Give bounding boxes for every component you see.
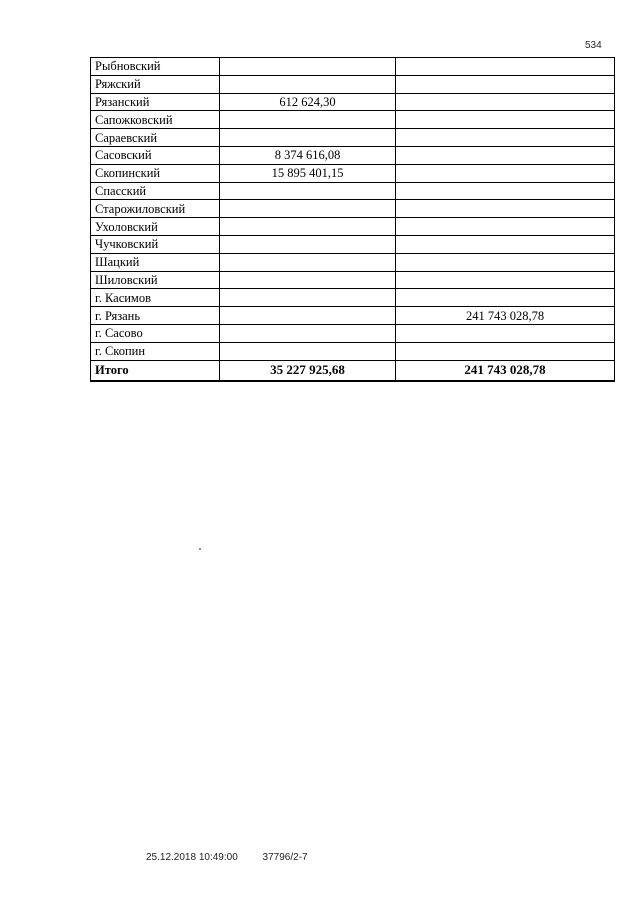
row-amount-cell — [220, 307, 396, 325]
row-amount-cell — [220, 75, 396, 93]
row-amount-cell — [220, 111, 396, 129]
allocation-table-container — [90, 57, 615, 382]
total-label-cell: Итого — [91, 360, 220, 381]
row-name-cell: г. Скопин — [91, 342, 220, 360]
row-amount-cell — [220, 129, 396, 147]
table-row — [91, 129, 615, 147]
footer-stamp — [146, 852, 308, 863]
row-amount2-cell — [396, 218, 615, 236]
row-amount2-cell — [396, 200, 615, 218]
row-name-cell: г. Сасово — [91, 324, 220, 342]
row-name-cell: Шацкий — [91, 253, 220, 271]
row-name-cell: Ухоловский — [91, 218, 220, 236]
row-amount2-cell — [396, 289, 615, 307]
table-row — [91, 200, 615, 218]
table-row — [91, 146, 615, 164]
row-amount2-cell — [396, 235, 615, 253]
table-row — [91, 307, 615, 325]
row-amount2-cell — [396, 253, 615, 271]
table-row — [91, 182, 615, 200]
row-name-cell: г. Рязань — [91, 307, 220, 325]
row-amount2-cell — [396, 129, 615, 147]
row-amount2-cell: 241 743 028,78 — [396, 307, 615, 325]
total-amount2-cell: 241 743 028,78 — [396, 360, 615, 381]
row-name-cell: Спасский — [91, 182, 220, 200]
allocation-table — [90, 57, 615, 382]
row-name-cell: Чучковский — [91, 235, 220, 253]
row-amount2-cell — [396, 58, 615, 76]
footer-datetime: 25.12.2018 10:49:00 — [146, 852, 238, 863]
row-name-cell: Шиловский — [91, 271, 220, 289]
table-row — [91, 289, 615, 307]
row-amount2-cell — [396, 146, 615, 164]
row-amount2-cell — [396, 164, 615, 182]
row-amount-cell — [220, 182, 396, 200]
table-row — [91, 271, 615, 289]
row-amount2-cell — [396, 182, 615, 200]
row-name-cell: Сараевский — [91, 129, 220, 147]
row-amount2-cell — [396, 342, 615, 360]
row-name-cell: Старожиловский — [91, 200, 220, 218]
table-row — [91, 218, 615, 236]
table-row — [91, 324, 615, 342]
row-amount2-cell — [396, 111, 615, 129]
row-amount-cell — [220, 342, 396, 360]
row-amount-cell — [220, 271, 396, 289]
row-amount-cell — [220, 235, 396, 253]
row-name-cell: г. Касимов — [91, 289, 220, 307]
row-amount-cell — [220, 218, 396, 236]
row-name-cell: Сасовский — [91, 146, 220, 164]
row-name-cell: Рыбновский — [91, 58, 220, 76]
row-amount-cell — [220, 200, 396, 218]
row-amount2-cell — [396, 271, 615, 289]
total-amount-cell: 35 227 925,68 — [220, 360, 396, 381]
table-row — [91, 253, 615, 271]
table-row — [91, 342, 615, 360]
row-amount-cell: 612 624,30 — [220, 93, 396, 111]
row-name-cell: Рязанский — [91, 93, 220, 111]
table-row — [91, 58, 615, 76]
footer-doc-id: 37796/2-7 — [262, 852, 308, 863]
row-amount-cell: 8 374 616,08 — [220, 146, 396, 164]
row-amount-cell: 15 895 401,15 — [220, 164, 396, 182]
page-number: 534 — [585, 40, 602, 51]
table-row — [91, 164, 615, 182]
table-row — [91, 75, 615, 93]
row-amount2-cell — [396, 324, 615, 342]
table-row — [91, 93, 615, 111]
table-row — [91, 111, 615, 129]
row-amount-cell — [220, 58, 396, 76]
row-amount2-cell — [396, 75, 615, 93]
row-amount-cell — [220, 253, 396, 271]
row-name-cell: Ряжский — [91, 75, 220, 93]
row-amount2-cell — [396, 93, 615, 111]
scan-speck — [199, 548, 201, 550]
table-row — [91, 235, 615, 253]
row-amount-cell — [220, 324, 396, 342]
total-row — [91, 360, 615, 381]
row-name-cell: Скопинский — [91, 164, 220, 182]
row-name-cell: Сапожковский — [91, 111, 220, 129]
row-amount-cell — [220, 289, 396, 307]
